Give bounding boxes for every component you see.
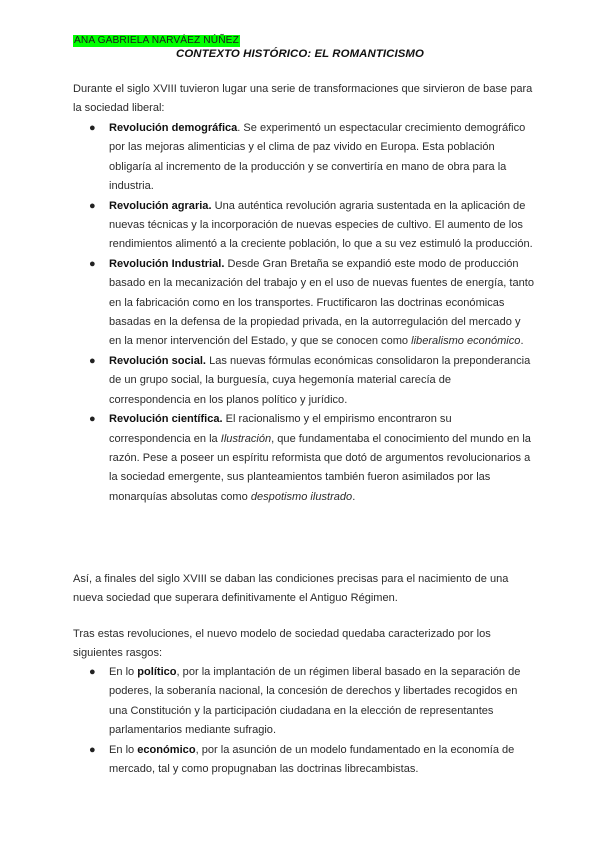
item-term: político: [137, 666, 177, 678]
item-term: Revolución agraria.: [109, 199, 212, 212]
item-tail: .: [520, 335, 524, 348]
item-italic: liberalismo económico: [411, 335, 521, 348]
item-italic: Ilustración: [220, 432, 272, 445]
item-text: . Se experimentó un espectacular crecimiento demográfico por las mejoras alimenticias y el clima de paz vivido en Europa. Esta población obligaría al incremento de la producción y se convertiría en mano de obra para la industria.: [109, 122, 526, 193]
intro-paragraph: Durante el siglo XVIII tuvieron lugar una serie de transformaciones que sirvieron de base para la sociedad liberal:: [73, 83, 533, 115]
item-text: Desde Gran Bretaña se expandió este modo de producción basado en la mecanización del trabajo y en el uso de nuevas fuentes de energía, tanto en la fabricación como en los transportes. Fructificaron las doctrinas económicas basadas en la defensa de la propiedad privada, en la autorregulación del mercado y en la menor intervención del Estado, y que se conocen como: [109, 257, 534, 348]
list-item: [89, 255, 534, 352]
item-text: Las nuevas fórmulas económicas consolidaron la preponderancia de un grupo social, la burguesía, cuya hegemonía material carecía de correspondencia en los planos político y jurídico.: [109, 354, 531, 406]
conclusion-paragraph: Así, a finales del siglo XVIII se daban las condiciones precisas para el nacimiento de una nueva sociedad que superara definitivamente el Antiguo Régimen.: [73, 573, 509, 605]
list-item: [89, 352, 534, 410]
bullet-icon: ●: [89, 413, 96, 426]
item-term: Revolución social.: [109, 354, 206, 367]
bullet-icon: ●: [89, 199, 96, 212]
item-term: Revolución científica.: [109, 413, 223, 426]
item-tail: .: [352, 490, 356, 503]
revolutions-list: [89, 119, 534, 507]
second-intro-paragraph: Tras estas revoluciones, el nuevo modelo de sociedad quedaba caracterizado por los siguientes rasgos:: [73, 628, 491, 660]
item-term: económico: [137, 743, 196, 756]
list-item: [89, 197, 534, 255]
bullet-icon: ●: [89, 354, 96, 367]
item-term: Revolución demográfica: [109, 122, 238, 134]
author-name-highlight: ANA GABRIELA NARVÁEZ NÚÑEZ: [74, 35, 239, 46]
item-text: , por la implantación de un régimen liberal basado en la separación de poderes, la soberanía nacional, la concesión de derechos y libertades recogidos en una Constitución y la participación ciudadana en la elección de representantes parlamentarios mediante sufragio.: [109, 666, 521, 737]
list-item: [89, 741, 534, 780]
item-text: , por la asunción de un modelo fundamentado en la economía de mercado, tal y como propugnaban las doctrinas librecambistas.: [109, 743, 515, 776]
item-text: Una auténtica revolución agraria sustentada en la aplicación de nuevas técnicas y la incorporación de nuevas especies de cultivo. El aumento de los rendimientos alimentó a la creciente población, lo que a su vez estimuló la producción.: [109, 199, 533, 251]
list-item: [89, 119, 534, 197]
item-text-2: , que fundamentaba el conocimiento del mundo en la razón. Pese a poseer un espíritu reformista que dotó de argumentos revolucionarios a la sociedad emergente, sus planteamientos también fueron asimilados por las monarquías absolutas como: [109, 432, 531, 503]
bullet-icon: ●: [89, 666, 96, 678]
bullet-icon: ●: [89, 743, 96, 756]
item-prefix: En lo: [109, 743, 138, 756]
item-text: El racionalismo y el empirismo encontraron su correspondencia en la: [109, 413, 452, 445]
item-italic-2: despotismo ilustrado: [250, 490, 353, 503]
item-term: Revolución Industrial.: [109, 257, 225, 270]
list-item: [89, 410, 534, 507]
bullet-icon: ●: [89, 122, 96, 134]
list-item: [89, 663, 534, 741]
document-title: CONTEXTO HISTÓRICO: EL ROMANTICISMO: [176, 48, 424, 60]
item-prefix: En lo: [109, 666, 138, 678]
traits-list: [89, 663, 534, 779]
bullet-icon: ●: [89, 257, 96, 270]
